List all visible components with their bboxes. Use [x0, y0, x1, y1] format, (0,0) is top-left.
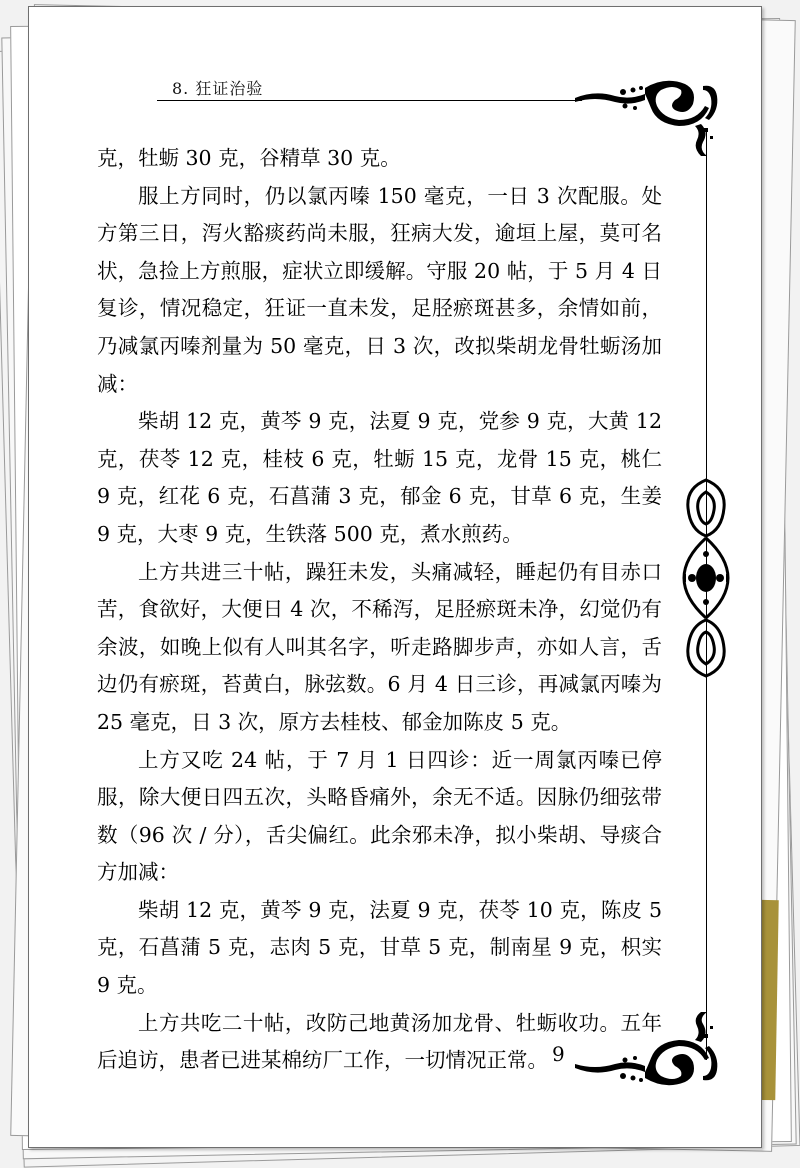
paragraph: 服上方同时，仍以氯丙嗪 150 毫克，一日 3 次配服。处方第三日，泻火豁痰药尚未服，狂病大发，逾垣上屋，莫可名状，急捡上方煎服，症状立即缓解。守服 20 帖，于 5 月 4 日复诊，情况稳定，狂证一直未发，足胫瘀斑甚多，余情如前，乃减氯丙嗪剂量为 50 毫克，日 3 次，改拟柴胡龙骨牡蛎汤加减： — [97, 183, 662, 396]
page-number: 9 — [552, 1042, 565, 1066]
paragraph-continuation: 克，牡蛎 30 克，谷精草 30 克。 — [97, 146, 401, 170]
body-text — [97, 140, 662, 1080]
paragraph: 上方共吃二十帖，改防己地黄汤加龙骨、牡蛎收功。五年后追访，患者已进某棉纺厂工作，一切情况正常。 — [97, 1010, 662, 1073]
prescription-paragraph: 柴胡 12 克，黄芩 9 克，法夏 9 克，党参 9 克，大黄 12 克，茯苓 12 克，桂枝 6 克，牡蛎 15 克，龙骨 15 克，桃仁 9 克，红花 6 克，石菖蒲 3 克，郁金 6 克，甘草 6 克，生姜 9 克，大枣 9 克，生铁落 500 克，煮水煎药。 — [97, 409, 662, 546]
header-rule — [157, 100, 582, 101]
running-head-title: 8. 狂证治验 — [172, 79, 264, 98]
paragraph: 上方又吃 24 帖，于 7 月 1 日四诊：近一周氯丙嗪已停服，除大便日四五次，头略昏痛外，余无不适。因脉仍细弦带数（96 次 / 分），舌尖偏红。此余邪未净，拟小柴胡、导痰合方加减： — [97, 747, 662, 885]
paragraph: 上方共进三十帖，躁狂未发，头痛减轻，睡起仍有目赤口苦，食欲好，大便日 4 次，不稀泻，足胫瘀斑未净，幻觉仍有余波，如晚上似有人叫其名字，听走路脚步声，亦如人言，舌边仍有瘀斑，苔黄白，脉弦数。6 月 4 日三诊，再减氯丙嗪为 25 毫克，日 3 次，原方去桂枝、郁金加陈皮 5 克。 — [97, 559, 662, 734]
prescription-paragraph: 柴胡 12 克，黄芩 9 克，法夏 9 克，茯苓 10 克，陈皮 5 克，石菖蒲 5 克，志肉 5 克，甘草 5 克，制南星 9 克，枳实 9 克。 — [97, 897, 662, 998]
side-ornament-middle — [680, 478, 732, 678]
